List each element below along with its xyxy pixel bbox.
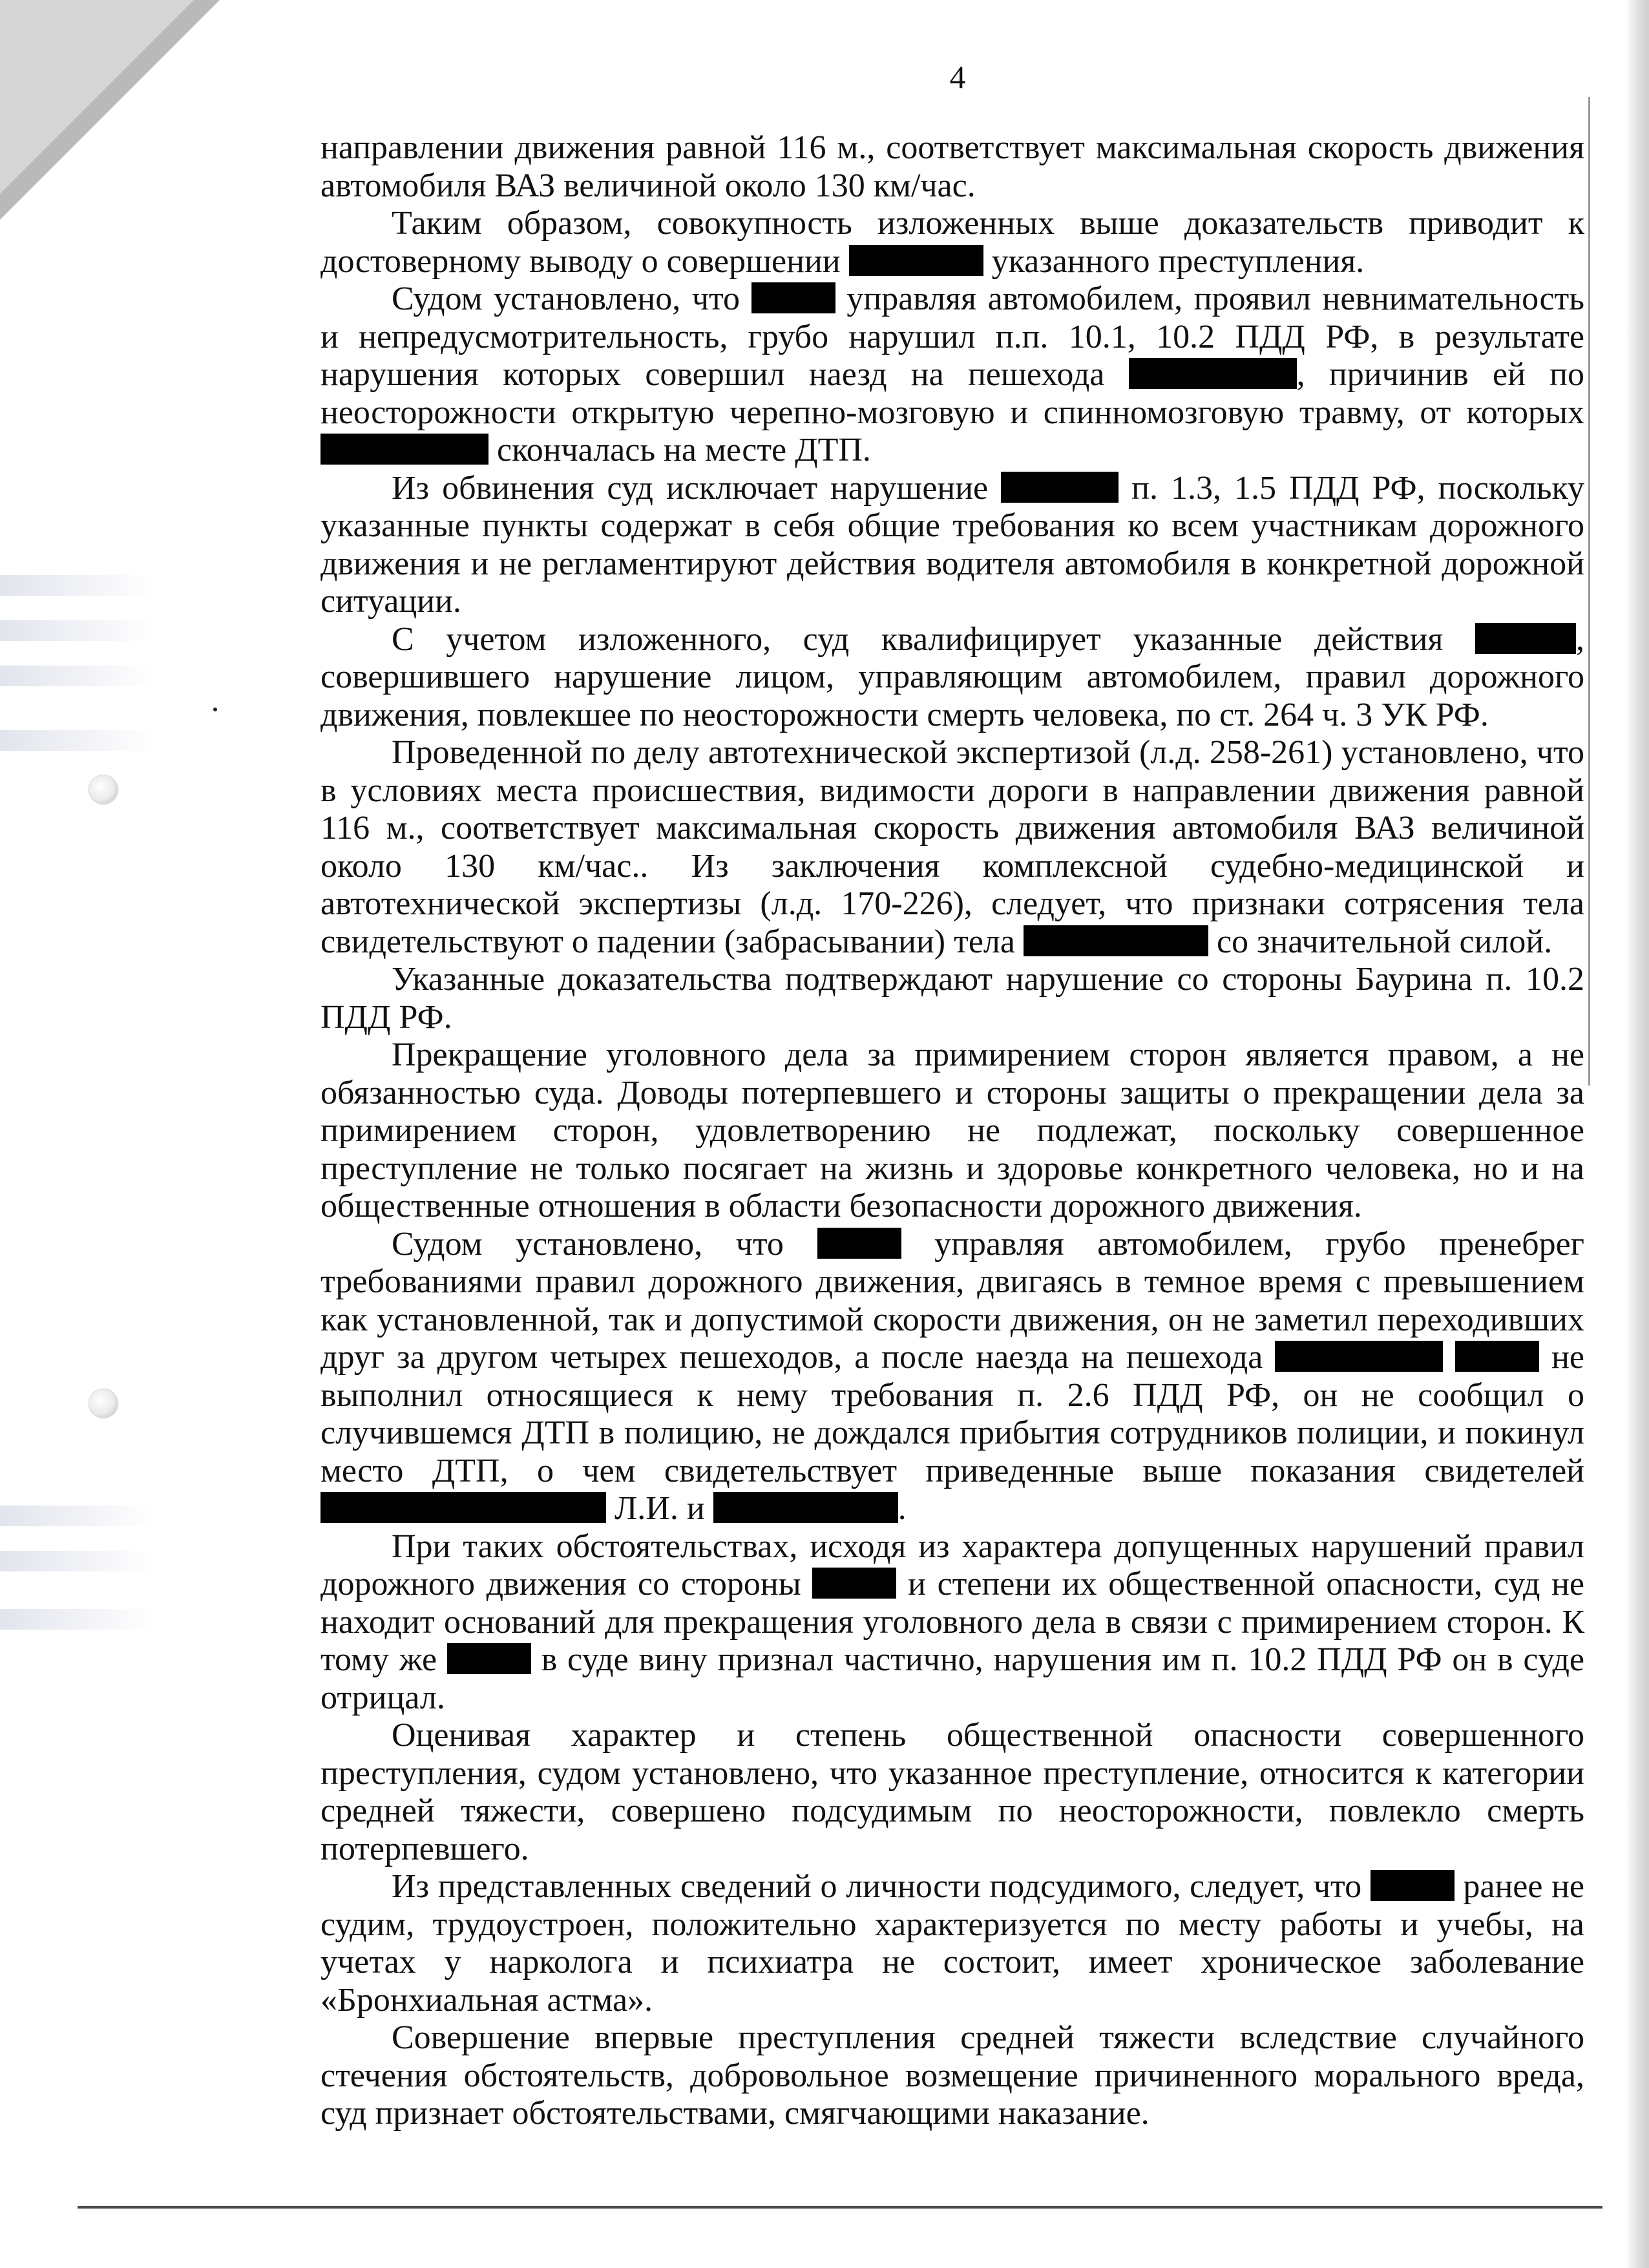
- paragraph-text: Оценивая характер и степень общественной опасности совершенного преступления, судом установлено, что указанное преступление, относится к категории средней тяжести, совершено подсудимым по неосторожности, повлекло смерть потерпевшего.: [320, 1717, 1584, 1867]
- paragraph: [320, 1036, 1584, 1226]
- redaction-box: [1455, 1341, 1539, 1372]
- document-body: [320, 129, 1584, 2133]
- paragraph-text: не выполнил относящиеся к нему требования п. 2.6 ПДД РФ, он не сообщил о случившемся ДТП в полицию, не дождался прибытия сотрудников полиции, и покинул место ДТП, о чем свидетельствует приведенные выше показания свидетелей: [320, 1339, 1585, 1489]
- dust-speck: [213, 708, 217, 711]
- paragraph: [320, 1226, 1584, 1528]
- paragraph-text: в суде вину признал частично, нарушения им п. 10.2 ПДД РФ он в суде отрицал.: [320, 1641, 1585, 1716]
- paragraph-text: Судом установлено, что: [392, 280, 751, 317]
- redaction-box: [817, 1228, 901, 1259]
- scan-edge-line: [1588, 97, 1590, 1086]
- paragraph-text: направлении движения равной 116 м., соответствует максимальная скорость движения автомобиля ВАЗ величиной около 130 км/час.: [320, 129, 1584, 204]
- paragraph-text: Из обвинения суд исключает нарушение: [392, 469, 1002, 507]
- punch-hole: [89, 775, 118, 804]
- paragraph: [320, 734, 1584, 961]
- paragraph-text: скончалась на месте ДТП.: [488, 432, 871, 468]
- bleed-through-mark: [0, 730, 155, 751]
- paragraph: [320, 961, 1584, 1036]
- paragraph: [320, 205, 1584, 280]
- bleed-through-mark: [0, 1609, 155, 1630]
- paragraph: [320, 280, 1584, 470]
- scan-corner-fold: [0, 0, 194, 194]
- paragraph-text: , причинив ей по неосторожности открытую черепно-мозговую и спинномозговую травму, от которых: [320, 356, 1584, 431]
- redaction-box: [1129, 358, 1297, 389]
- punch-hole: [89, 1389, 118, 1418]
- redaction-box: [320, 434, 488, 465]
- redaction-box: [1371, 1870, 1455, 1901]
- bleed-through-mark: [0, 1551, 155, 1571]
- paragraph-text: Л.И. и: [606, 1490, 713, 1527]
- paragraph-text: указанного преступления.: [983, 242, 1365, 280]
- paragraph-text: Судом установлено, что: [392, 1225, 817, 1263]
- paragraph-text: .: [898, 1490, 907, 1527]
- redaction-box: [1475, 623, 1576, 654]
- paragraph: [320, 1868, 1584, 2019]
- paragraph-text: [1443, 1339, 1455, 1376]
- bleed-through-mark: [0, 620, 155, 641]
- paragraph-text: и степени их общественной опасности, суд не находит оснований для прекращения уголовного дела в связи с примирением сторон. К тому же: [320, 1566, 1584, 1678]
- paragraph-text: управляя автомобилем, проявил невнимательность и непредусмотрительность, грубо нарушил п.п. 10.1, 10.2 ПДД РФ, в результате нарушения которых совершил наезд на пешехода: [320, 280, 1584, 393]
- redaction-box: [1001, 472, 1119, 503]
- paragraph-text: При таких обстоятельствах, исходя из характера допущенных нарушений правил дорожного движения со стороны: [320, 1528, 1584, 1602]
- redaction-box: [812, 1568, 896, 1599]
- redaction-box: [1024, 925, 1208, 956]
- redaction-box: [1275, 1341, 1443, 1372]
- paragraph-text: Указанные доказательства подтверждают нарушение со стороны Баурина п. 10.2 ПДД РФ.: [320, 961, 1584, 1036]
- redaction-box: [849, 245, 983, 276]
- paragraph: [320, 470, 1584, 621]
- redaction-box: [320, 1492, 606, 1523]
- paragraph-text: , совершившего нарушение лицом, управляющим автомобилем, правил дорожного движения, повлекшее по неосторожности смерть человека, по ст. 264 ч. 3 УК РФ.: [320, 620, 1584, 733]
- paragraph: [320, 621, 1584, 735]
- paragraph: [320, 1717, 1584, 1868]
- scan-right-edge: [1626, 0, 1649, 2268]
- paragraph-text: С учетом изложенного, суд квалифицирует указанные действия: [392, 620, 1475, 658]
- redaction-box: [751, 282, 835, 313]
- paragraph-text: Совершение впервые преступления средней тяжести вследствие случайного стечения обстоятельств, добровольное возмещение причиненного морального вреда, суд признает обстоятельствами, смягчающими наказание.: [320, 2019, 1584, 2132]
- paragraph-text: ранее не судим, трудоустроен, положительно характеризуется по месту работы и учебы, на учетах у нарколога и психиатра не состоит, имеет хроническое заболевание «Бронхиальная астма».: [320, 1868, 1585, 2019]
- paragraph: [320, 129, 1584, 205]
- bleed-through-mark: [0, 1506, 155, 1526]
- paragraph: [320, 1528, 1584, 1717]
- bleed-through-mark: [0, 666, 155, 686]
- redaction-box: [447, 1643, 531, 1674]
- paragraph-text: Из представленных сведений о личности подсудимого, следует, что: [392, 1868, 1371, 1905]
- scan-bottom-edge: [78, 2206, 1602, 2209]
- paragraph-text: Прекращение уголовного дела за примирением сторон является правом, а не обязанностью суда. Доводы потерпевшего и стороны защиты о прекращении дела за примирением сторон, удовлетворению не подлежат, поскольку совершенное преступление не только посягает на жизнь и здоровье конкретного человека, но и на общественные отношения в области безопасности дорожного движения.: [320, 1036, 1584, 1224]
- paragraph-text: Проведенной по делу автотехнической экспертизой (л.д. 258-261) установлено, что в условиях места происшествия, видимости дороги в направлении движения равной 116 м., соответствует максимальная скорость движения автомобиля ВАЗ величиной около 130 км/час.. Из заключения комплексной судебно-медицинской и автотехнической экспертизы (л.д. 170-226), следует, что признаки сотрясения тела свидетельствуют о падении (забрасывании) тела: [320, 734, 1584, 960]
- paragraph-text: п. 1.3, 1.5 ПДД РФ, поскольку указанные пункты содержат в себя общие требования ко всем участникам дорожного движения и не регламентируют действия водителя автомобиля в конкретной дорожной ситуации.: [320, 469, 1584, 620]
- bleed-through-mark: [0, 575, 155, 596]
- paragraph-text: со значительной силой.: [1208, 923, 1553, 960]
- redaction-box: [713, 1492, 898, 1523]
- page-number: 4: [949, 59, 966, 95]
- paragraph: [320, 2019, 1584, 2133]
- paragraph-text: Таким образом, совокупность изложенных выше доказательств приводит к достоверному выводу о совершении: [320, 205, 1584, 280]
- paragraph-text: управляя автомобилем, грубо пренебрег требованиями правил дорожного движения, двигаясь в темное время с превышением как установленной, так и допустимой скорости движения, он не заметил переходивших друг за другом четырех пешеходов, а после наезда на пешехода: [320, 1225, 1585, 1376]
